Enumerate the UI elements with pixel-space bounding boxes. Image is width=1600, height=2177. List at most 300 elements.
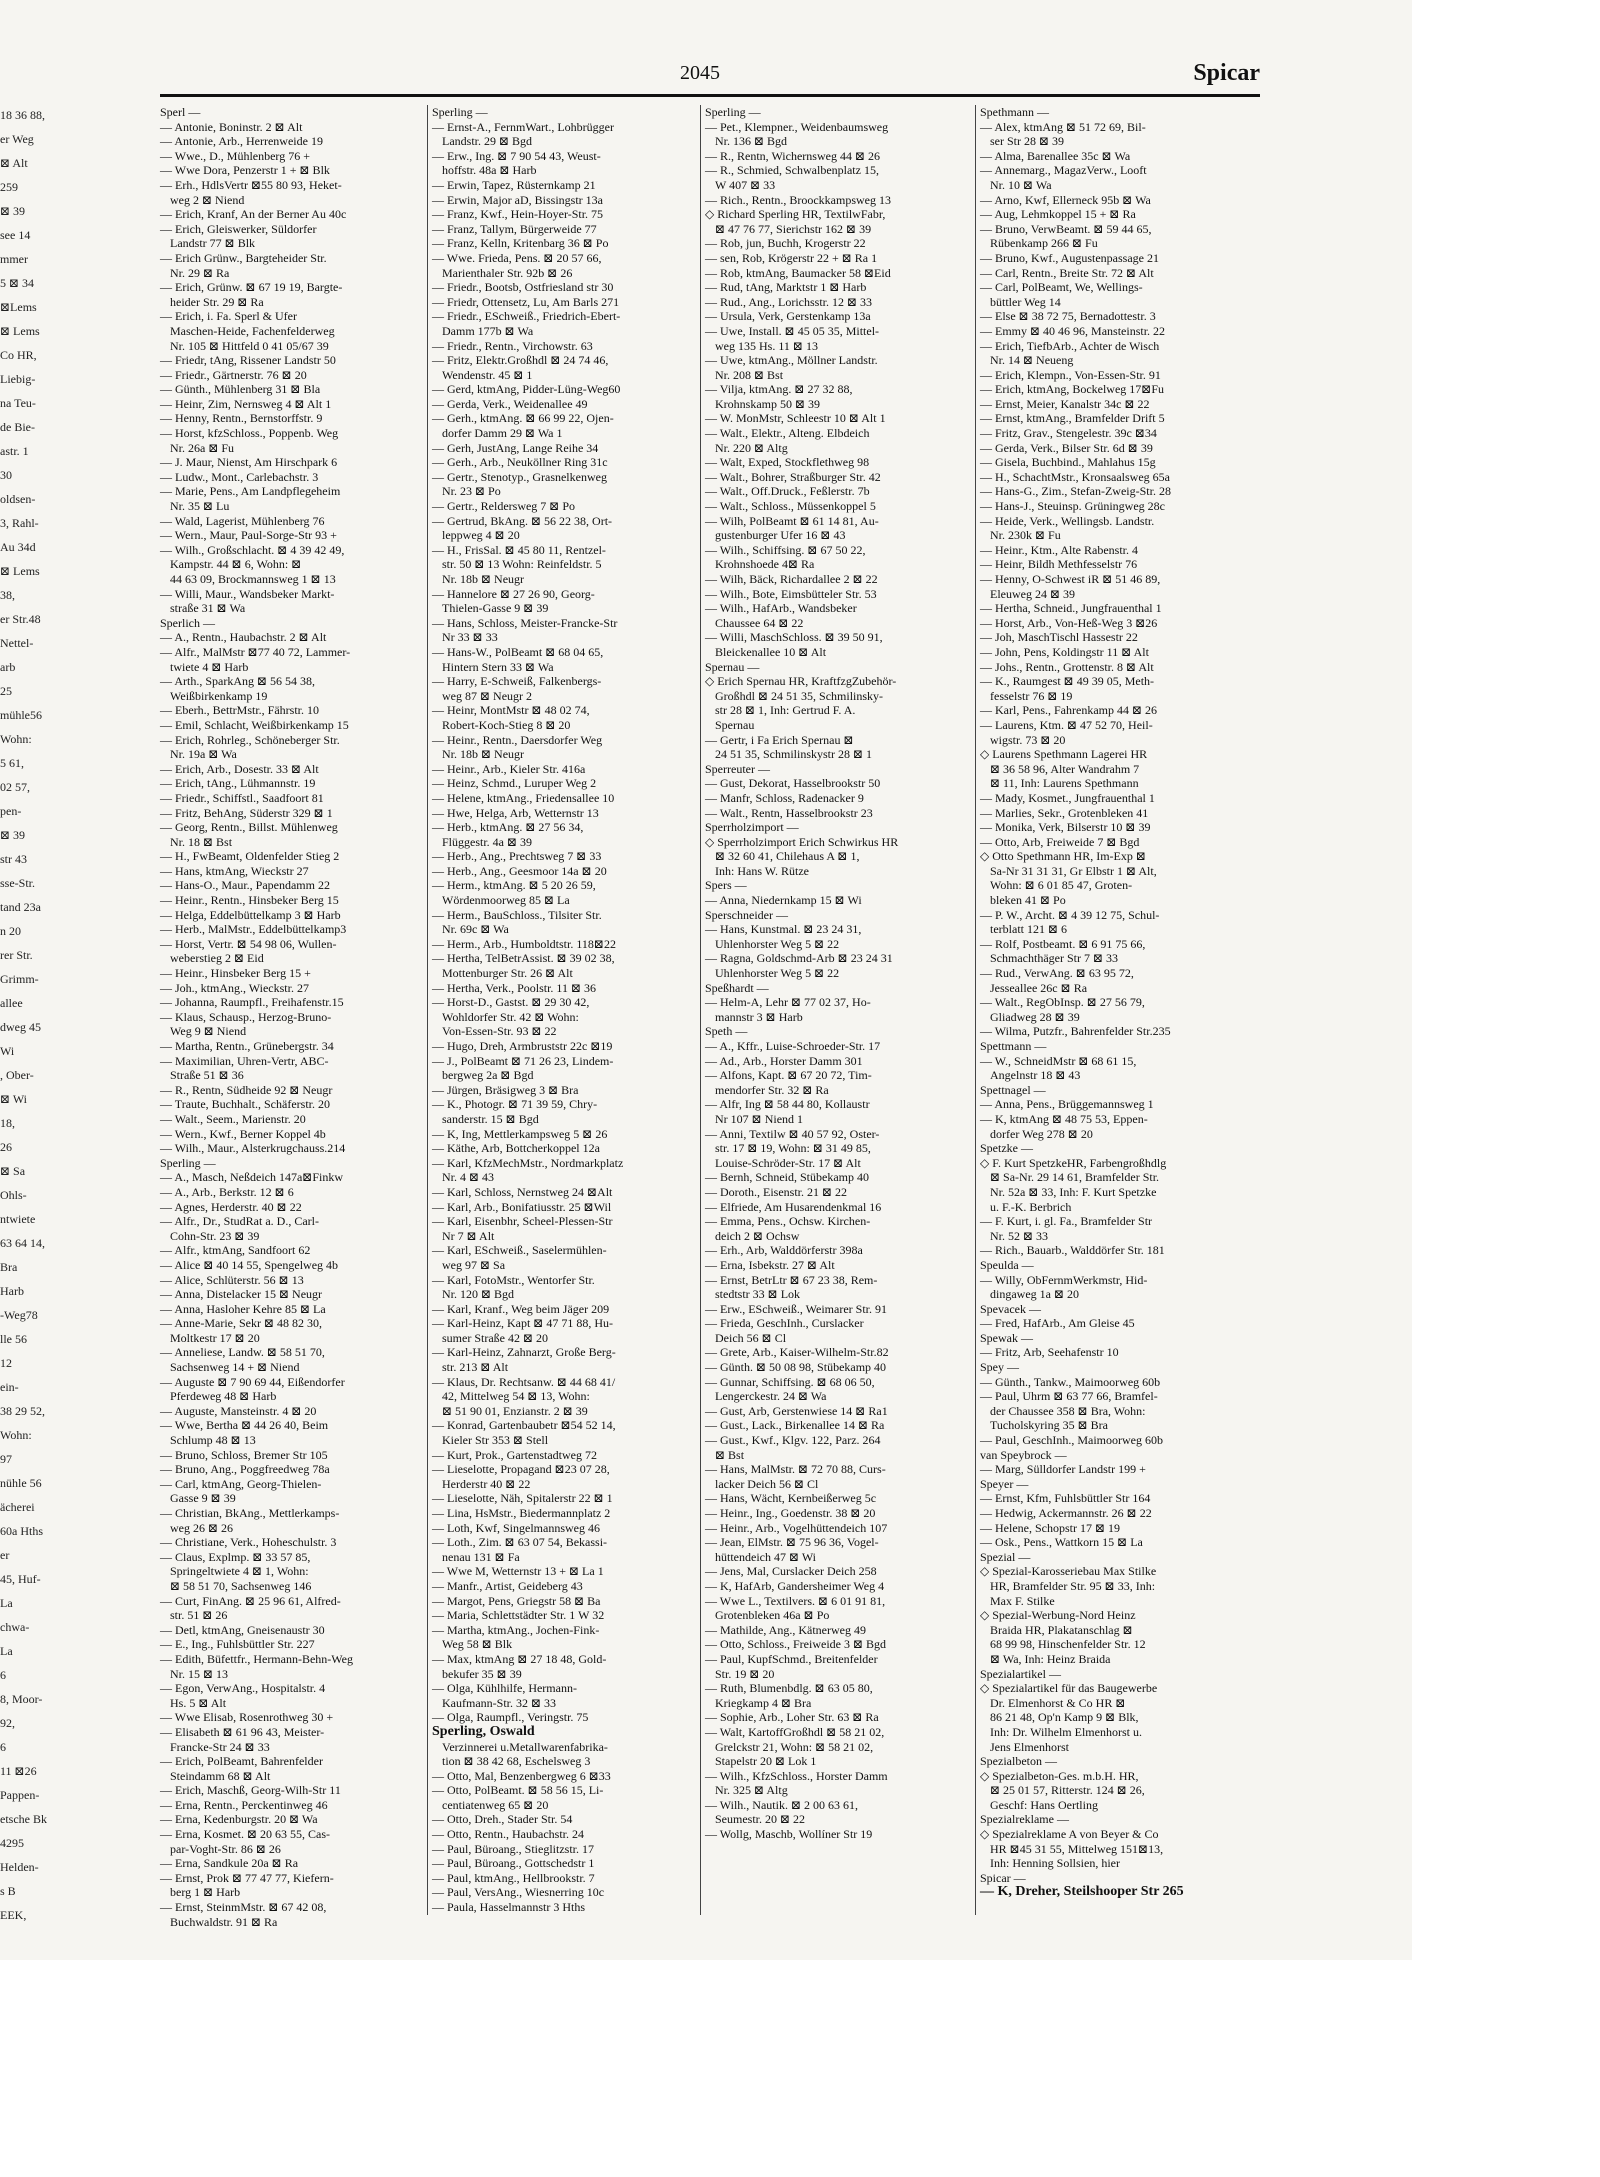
directory-entry: — P. W., Archt. ⊠ 4 39 12 75, Schul-: [980, 907, 1160, 922]
directory-entry: — Gertrud, BkAng. ⊠ 56 22 38, Ort-: [432, 513, 613, 528]
cropped-text-fragment: -Weg78: [0, 1308, 38, 1322]
cropped-text-fragment: 18 36 88,: [0, 108, 45, 122]
directory-entry: — Wollg, Maschb, Wollíner Str 19: [705, 1827, 873, 1842]
directory-entry: — Gerh, JustAng, Lange Reihe 34: [432, 440, 599, 455]
directory-entry: — Hans-O., Maur., Papendamm 22: [160, 878, 330, 893]
directory-entry: — Erich, Arb., Dosestr. 33 ⊠ Alt: [160, 761, 319, 776]
directory-entry: Mottenburger Str. 26 ⊠ Alt: [442, 966, 573, 981]
directory-entry: — Heinr., Rentn., Daersdorfer Weg: [432, 732, 603, 747]
cropped-text-fragment: 11 ⊠26: [0, 1764, 37, 1778]
directory-entry: — Loth., Zim. ⊠ 63 07 54, Bekassi-: [432, 1535, 608, 1550]
directory-entry: — Paul, KupfSchmd., Breitenfelder: [705, 1651, 878, 1666]
directory-entry: — Heide, Verk., Wellingsb. Landstr.: [980, 513, 1155, 528]
directory-entry: — Herb., ktmAng. ⊠ 27 56 34,: [432, 820, 584, 835]
directory-entry: — Mathilde, Ang., Kätnerweg 49: [705, 1622, 866, 1637]
directory-entry: straße 31 ⊠ Wa: [170, 601, 246, 616]
directory-entry: bleken 41 ⊠ Po: [990, 893, 1066, 908]
cropped-text-fragment: ⊠ Lems: [0, 564, 40, 578]
directory-entry: — Christiane, Verk., Hoheschulstr. 3: [160, 1535, 337, 1550]
directory-entry: — Wilh., Maur., Alsterkrugchauss.214: [160, 1141, 346, 1156]
directory-entry: ⊠ Bst: [715, 1447, 745, 1462]
directory-entry: — Klaus, Dr. Rechtsanw. ⊠ 44 68 41/: [432, 1374, 616, 1389]
directory-entry: — Heinr., Arb., Kieler Str. 416a: [432, 761, 586, 776]
cropped-text-fragment: La: [0, 1644, 13, 1658]
cropped-text-fragment: 5 ⊠ 34: [0, 276, 35, 290]
directory-entry: Landstr. 29 ⊠ Bgd: [442, 134, 533, 149]
directory-entry: Bleickenallee 10 ⊠ Alt: [715, 644, 827, 659]
cropped-text-fragment: etsche Bk: [0, 1812, 47, 1826]
directory-entry: — Hwe, Helga, Arb, Wetternstr 13: [432, 805, 599, 820]
directory-entry: — Pet., Klempner., Weidenbaumsweg: [705, 119, 889, 134]
directory-entry: ◇ Richard Sperling HR, TextilwFabr,: [705, 207, 886, 222]
directory-entry: — Otto, Rentn., Haubachstr. 24: [432, 1827, 584, 1842]
cropped-text-fragment: 8, Moor-: [0, 1692, 43, 1706]
directory-entry: Gasse 9 ⊠ 39: [170, 1491, 236, 1506]
directory-entry: Nr. 23 ⊠ Po: [442, 484, 501, 499]
directory-entry: — Herb., MalMstr., Eddelbüttelkamp3: [160, 922, 347, 937]
directory-entry: Geschf: Hans Oertling: [990, 1797, 1098, 1812]
directory-entry: — Gerda, Verk., Weidenallee 49: [432, 396, 588, 411]
directory-entry: — H., SchachtMstr., Kronsaalsweg 65a: [980, 469, 1170, 484]
cropped-text-fragment: 45, Huf-: [0, 1572, 41, 1586]
directory-entry: — Heinr., Arb., Vogelhüttendeich 107: [705, 1520, 888, 1535]
directory-entry: dorfer Weg 278 ⊠ 20: [990, 1126, 1093, 1141]
directory-entry: Spernau: [715, 717, 755, 732]
directory-entry: — Eberh., BettrMstr., Fährstr. 10: [160, 703, 319, 718]
directory-entry: — Hans, Schloss, Meister-Francke-Str: [432, 615, 618, 630]
directory-entry: — Arno, Kwf, Ellerneck 95b ⊠ Wa: [980, 192, 1151, 207]
directory-entry: Louise-Schröder-Str. 17 ⊠ Alt: [715, 1155, 861, 1170]
directory-entry: — Olga, Kühlhilfe, Hermann-: [432, 1681, 577, 1696]
directory-entry: ⊠ Wa, Inh: Heinz Braida: [990, 1651, 1111, 1666]
directory-entry: — Rob, ktmAng, Baumacker 58 ⊠Eid: [705, 265, 891, 280]
cropped-text-fragment: er Str.48: [0, 612, 41, 626]
directory-entry: — Ernst, SteinmMstr. ⊠ 67 42 08,: [160, 1900, 327, 1915]
surname-heading: Sperschneider —: [705, 907, 788, 922]
directory-entry: — Lina, HsMstr., Biedermannplatz 2: [432, 1506, 611, 1520]
directory-entry: — Friedr., Bootsb, Ostfriesland str 30: [432, 280, 614, 295]
directory-entry: — Erh., HdlsVertr ⊠55 80 93, Heket-: [160, 177, 342, 192]
directory-entry: Grotenbleken 46a ⊠ Po: [715, 1608, 830, 1623]
directory-entry: — Paul, Büroang., Stieglitzstr. 17: [432, 1841, 594, 1856]
directory-entry: ◇ Spezial-Werbung-Nord Heinz: [980, 1608, 1136, 1623]
directory-entry: 44 63 09, Brockmannsweg 1 ⊠ 13: [170, 572, 336, 586]
directory-entry: — Wald, Lagerist, Mühlenberg 76: [160, 513, 325, 528]
surname-heading: Speßhardt —: [705, 980, 769, 995]
directory-entry: — K., Raumgest ⊠ 49 39 05, Meth-: [980, 674, 1155, 689]
directory-entry: — Gerh., ktmAng. ⊠ 66 99 22, Ojen-: [432, 411, 614, 426]
cropped-text-fragment: lle 56: [0, 1332, 27, 1346]
directory-entry: str. 51 ⊠ 26: [170, 1608, 228, 1623]
directory-entry: — A., Rentn., Haubachstr. 2 ⊠ Alt: [160, 630, 327, 645]
directory-entry: deich 2 ⊠ Ochsw: [715, 1228, 800, 1243]
directory-entry: — Heinr., Hinsbeker Berg 15 +: [160, 966, 311, 981]
surname-heading: van Speybrock —: [980, 1447, 1067, 1462]
directory-entry: — Else ⊠ 38 72 75, Bernadottestr. 3: [980, 309, 1156, 324]
directory-entry: — Anna, Distelacker 15 ⊠ Neugr: [160, 1287, 323, 1302]
directory-entry: — Horst-D., Gastst. ⊠ 29 30 42,: [432, 995, 590, 1010]
directory-entry: — Karl, Schloss, Nernstweg 24 ⊠Alt: [432, 1184, 613, 1199]
directory-entry: Nr. 52a ⊠ 33, Inh: F. Kurt Spetzke: [990, 1184, 1157, 1199]
directory-entry: — Anna, Niedernkamp 15 ⊠ Wi: [705, 893, 862, 908]
cropped-text-fragment: astr. 1: [0, 444, 29, 458]
directory-entry: — Heinr, Bildh Methfesselstr 76: [980, 557, 1138, 572]
directory-entry: Nr 7 ⊠ Alt: [442, 1228, 495, 1243]
directory-entry: — Maria, Schlettstädter Str. 1 W 32: [432, 1608, 605, 1623]
cropped-text-fragment: n 20: [0, 924, 21, 938]
cropped-text-fragment: str 43: [0, 852, 27, 866]
directory-entry: Von-Essen-Str. 93 ⊠ 22: [442, 1024, 557, 1039]
directory-entry: ⊠ 25 01 57, Ritterstr. 124 ⊠ 26,: [990, 1783, 1145, 1798]
directory-entry: ⊠ 11, Inh: Laurens Spethmann: [990, 776, 1139, 791]
cropped-text-fragment: chwa-: [0, 1620, 30, 1634]
directory-entry: ◇ Spezialreklame A von Beyer & Co: [980, 1827, 1159, 1842]
directory-entry: — J. Maur, Nienst, Am Hirschpark 6: [160, 455, 338, 470]
directory-entry: — Wilh., Bote, Eimsbütteler Str. 53: [705, 586, 877, 601]
surname-heading: Spey —: [980, 1360, 1019, 1375]
directory-entry: — Walt., Rentn, Hasselbrookstr 23: [705, 805, 873, 820]
cropped-text-fragment: see 14: [0, 228, 31, 242]
directory-entry: — Otto, Dreh., Stader Str. 54: [432, 1812, 573, 1827]
directory-entry: — Georg, Rentn., Billst. Mühlenweg: [160, 820, 338, 835]
cropped-text-fragment: er Weg: [0, 132, 34, 146]
directory-entry: Nr. 69c ⊠ Wa: [442, 922, 509, 937]
directory-entry: — Curt, FinAng. ⊠ 25 96 61, Alfred-: [160, 1593, 341, 1608]
cropped-text-fragment: 4295: [0, 1836, 24, 1850]
directory-entry: — Erich, Rohrleg., Schöneberger Str.: [160, 732, 340, 747]
directory-entry: tion ⊠ 38 42 68, Eschelsweg 3: [442, 1754, 591, 1769]
directory-entry: — Aug, Lehmkoppel 15 + ⊠ Ra: [980, 207, 1136, 222]
directory-entry: Nr 107 ⊠ Niend 1: [715, 1111, 804, 1126]
directory-entry: — Annemarg., MagazVerw., Looft: [980, 163, 1147, 178]
column-divider: [427, 105, 428, 1915]
surname-heading: Spezialartikel —: [980, 1666, 1061, 1681]
directory-entry: ◇ F. Kurt SpetzkeHR, Farbengroßhdlg: [980, 1155, 1167, 1170]
column-4: [980, 105, 1242, 1915]
directory-entry: — Erich Grünw., Bargteheider Str.: [160, 250, 327, 265]
cropped-text-fragment: 12: [0, 1356, 12, 1370]
directory-entry: — Carl, ktmAng, Georg-Thielen-: [160, 1476, 322, 1491]
directory-entry: bergweg 2a ⊠ Bgd: [442, 1068, 534, 1083]
cropped-text-fragment: 60a Hths: [0, 1524, 43, 1538]
directory-entry: — Rolf, Postbeamt. ⊠ 6 91 75 66,: [980, 936, 1146, 951]
directory-entry: — Herm., ktmAng. ⊠ 5 20 26 59,: [432, 878, 596, 893]
directory-entry: — Erna, Sandkule 20a ⊠ Ra: [160, 1856, 299, 1871]
directory-entry: — Jens, Mal, Curslacker Deich 258: [705, 1564, 877, 1579]
directory-entry: Lengerckestr. 24 ⊠ Wa: [715, 1389, 827, 1404]
cropped-text-fragment: Nettel-: [0, 636, 34, 650]
directory-entry: — Vilja, ktmAng. ⊠ 27 32 88,: [705, 382, 853, 397]
directory-entry: — K, Ing, Mettlerkampsweg 5 ⊠ 26: [432, 1126, 608, 1141]
directory-entry: — Elisabeth ⊠ 61 96 43, Meister-: [160, 1724, 325, 1739]
directory-entry: Cohn-Str. 23 ⊠ 39: [170, 1228, 260, 1243]
surname-heading: Spezialbeton —: [980, 1754, 1057, 1769]
directory-entry: Steindamm 68 ⊠ Alt: [170, 1768, 271, 1783]
directory-entry: — Karl, Kranf., Weg beim Jäger 209: [432, 1301, 610, 1316]
cropped-text-fragment: 259: [0, 180, 18, 194]
directory-entry: — Fred, HafArb., Am Gleise 45: [980, 1316, 1135, 1331]
directory-entry: — Ernst, Meier, Kanalstr 34c ⊠ 22: [980, 396, 1150, 411]
directory-entry: — Ursula, Verk, Gerstenkamp 13a: [705, 309, 871, 324]
directory-entry: Max F. Stilke: [990, 1593, 1055, 1608]
directory-entry: — Willy, ObFernmWerkmstr, Hid-: [980, 1272, 1148, 1287]
directory-entry: — Friedr, Ottensetz, Lu, Am Barls 271: [432, 294, 620, 309]
directory-entry: — F. Kurt, i. gl. Fa., Bramfelder Str: [980, 1214, 1153, 1229]
directory-entry: — Harry, E-Schweiß, Falkenbergs-: [432, 674, 602, 689]
directory-entry: — Paul, Uhrm ⊠ 63 77 66, Bramfel-: [980, 1389, 1158, 1404]
directory-entry: Kriegkamp 4 ⊠ Bra: [715, 1695, 812, 1710]
directory-entry: Straße 51 ⊠ 36: [170, 1068, 244, 1083]
directory-entry: Uhlenhorster Weg 5 ⊠ 22: [715, 936, 840, 951]
directory-entry: — Erich, Kranf, An der Berner Au 40c: [160, 207, 347, 222]
directory-entry: Rübenkamp 266 ⊠ Fu: [990, 236, 1098, 251]
directory-entry: weg 26 ⊠ 26: [170, 1520, 234, 1535]
surname-heading: Spewak —: [980, 1330, 1033, 1345]
directory-entry: — Rud., Ang., Lorichsstr. 12 ⊠ 33: [705, 294, 873, 309]
directory-entry: — Wilh., KfzSchloss., Horster Damm: [705, 1768, 888, 1783]
directory-entry: — Karl, Pens., Fahrenkamp 44 ⊠ 26: [980, 703, 1158, 718]
running-head: Spicar: [1193, 60, 1260, 86]
directory-entry: Nr. 220 ⊠ Altg: [715, 440, 788, 455]
cropped-text-fragment: dweg 45: [0, 1020, 41, 1034]
directory-entry: — Sophie, Arb., Loher Str. 63 ⊠ Ra: [705, 1710, 879, 1725]
directory-entry: sanderstr. 15 ⊠ Bgd: [442, 1111, 539, 1126]
directory-entry: — Wern., Kwf., Berner Koppel 4b: [160, 1126, 326, 1141]
directory-entry: — Olga, Raumpfl., Veringstr. 75: [432, 1710, 589, 1725]
surname-heading: Sperling —: [160, 1155, 216, 1170]
directory-entry: 68 99 98, Hinschenfelder Str. 12: [990, 1637, 1146, 1652]
directory-entry: — Friedr., ESchweiß., Friedrich-Ebert-: [432, 309, 621, 324]
directory-entry: — Loth, Kwf, Singelmannsweg 46: [432, 1520, 600, 1535]
directory-entry: Uhlenhorster Weg 5 ⊠ 22: [715, 966, 840, 981]
directory-entry: — Erna, Kosmet. ⊠ 20 63 55, Cas-: [160, 1827, 331, 1842]
directory-entry: — Ragna, Goldschmd-Arb ⊠ 23 24 31: [705, 951, 893, 966]
directory-entry: — Erw., Ing. ⊠ 7 90 54 43, Weust-: [432, 148, 601, 163]
directory-entry: 24 51 35, Schmilinskystr 28 ⊠ 1: [715, 747, 873, 762]
directory-entry: — W., SchneidMstr ⊠ 68 61 15,: [980, 1053, 1137, 1068]
directory-entry: Nr. 35 ⊠ Lu: [170, 499, 230, 514]
directory-entry: heider Str. 29 ⊠ Ra: [170, 294, 264, 309]
directory-entry: — Ernst, Kfm, Fuhlsbüttler Str 164: [980, 1491, 1151, 1506]
directory-entry: — Anne-Marie, Sekr ⊠ 48 82 30,: [160, 1316, 323, 1331]
directory-entry: — K, ktmAng ⊠ 48 75 53, Eppen-: [980, 1111, 1148, 1126]
directory-entry: Flüggestr. 4a ⊠ 39: [442, 834, 533, 849]
directory-entry: — Henny, O-Schwest iR ⊠ 51 46 89,: [980, 572, 1161, 586]
cropped-text-fragment: 92,: [0, 1716, 15, 1730]
surname-heading: Spernau —: [705, 659, 760, 674]
directory-entry: — Helm-A, Lehr ⊠ 77 02 37, Ho-: [705, 995, 871, 1010]
directory-entry: — Alex, ktmAng ⊠ 51 72 69, Bil-: [980, 119, 1146, 134]
cropped-text-fragment: ⊠ 39: [0, 828, 26, 842]
cropped-text-fragment: s B: [0, 1884, 16, 1898]
directory-entry: — Karl-Heinz, Kapt ⊠ 47 71 88, Hu-: [432, 1316, 614, 1331]
directory-entry: — Otto, PolBeamt. ⊠ 58 56 15, Li-: [432, 1783, 604, 1798]
surname-heading: Sperlich —: [160, 615, 215, 630]
cropped-text-fragment: ein-: [0, 1380, 19, 1394]
directory-entry: — Gertr., Reldersweg 7 ⊠ Po: [432, 499, 576, 514]
directory-entry: — Gertr., Stenotyp., Grasnelkenweg: [432, 469, 607, 484]
directory-entry: — Hertha, Schneid., Jungfrauenthal 1: [980, 601, 1162, 616]
directory-entry: Sachsenweg 14 + ⊠ Niend: [170, 1360, 300, 1375]
directory-entry: — Käthe, Arb, Bottcherkoppel 12a: [432, 1141, 600, 1156]
directory-entry: — Erna, Kedenburgstr. 20 ⊠ Wa: [160, 1812, 318, 1827]
cropped-text-fragment: Pappen-: [0, 1788, 40, 1802]
directory-entry: — Fritz, Elektr.Großhdl ⊠ 24 74 46,: [432, 353, 609, 368]
directory-entry: Kieler Str 353 ⊠ Stell: [442, 1433, 549, 1448]
directory-entry: — Jürgen, Bräsigweg 3 ⊠ Bra: [432, 1082, 579, 1097]
directory-entry: — Erich, Gleiswerker, Süldorfer: [160, 221, 317, 236]
directory-entry: Damm 177b ⊠ Wa: [442, 323, 534, 338]
directory-entry: leppweg 4 ⊠ 20: [442, 528, 520, 543]
directory-entry: — Carl, PolBeamt, We, Wellings-: [980, 280, 1143, 295]
directory-entry: — Wilh., HafArb., Wandsbeker: [705, 601, 857, 616]
surname-heading: Speth —: [705, 1024, 748, 1039]
directory-entry: — Hugo, Dreh, Armbruststr 22c ⊠19: [432, 1039, 613, 1053]
directory-entry: — Erwin, Tapez, Rüsternkamp 21: [432, 177, 596, 192]
directory-entry: — Erh., Arb, Walddörferstr 398a: [705, 1243, 863, 1258]
directory-entry: Kampstr. 44 ⊠ 6, Wohn: ⊠: [170, 557, 302, 572]
directory-entry: sumer Straße 42 ⊠ 20: [442, 1330, 549, 1345]
directory-entry: centiatenweg 65 ⊠ 20: [442, 1797, 549, 1812]
directory-entry: hoffstr. 48a ⊠ Harb: [442, 163, 537, 178]
directory-entry: terblatt 121 ⊠ 6: [990, 922, 1068, 937]
directory-entry: Inh: Henning Sollsien, hier: [990, 1856, 1120, 1871]
directory-entry: — Karl, Eisenbhr, Scheel-Plessen-Str: [432, 1214, 613, 1229]
directory-entry: — Heinr, MontMstr ⊠ 48 02 74,: [432, 703, 590, 718]
directory-entry: — Claus, Explmp. ⊠ 33 57 85,: [160, 1549, 311, 1564]
surname-heading: Speyer —: [980, 1476, 1029, 1491]
directory-entry: mannstr 3 ⊠ Harb: [715, 1009, 803, 1024]
directory-entry: Sa-Nr 31 31 31, Gr Elbstr 1 ⊠ Alt,: [990, 863, 1157, 878]
directory-entry: ◇ Laurens Spethmann Lagerei HR: [980, 747, 1148, 762]
directory-entry: — Rud, tAng, Marktstr 1 ⊠ Harb: [705, 280, 867, 295]
directory-entry: — Wwe Elisab, Rosenrothweg 30 +: [160, 1710, 334, 1725]
directory-entry: — Grete, Arb., Kaiser-Wilhelm-Str.82: [705, 1345, 889, 1360]
directory-entry: Nr. 18b ⊠ Neugr: [442, 747, 525, 762]
cropped-text-fragment: Co HR,: [0, 348, 37, 362]
directory-entry: — Walt., Bohrer, Straßburger Str. 42: [705, 469, 881, 484]
directory-entry: — Erich, Klempn., Von-Essen-Str. 91: [980, 367, 1161, 382]
cropped-text-fragment: La: [0, 1596, 13, 1610]
directory-entry: — Willi, Maur., Wandsbeker Markt-: [160, 586, 335, 601]
directory-entry: Nr. 208 ⊠ Bst: [715, 367, 784, 382]
directory-entry: Schmachthäger Str 7 ⊠ 33: [990, 951, 1119, 966]
directory-entry: — Heinr., Ing., Goedenstr. 38 ⊠ 20: [705, 1506, 876, 1520]
directory-entry: — Paul, VersAng., Wiesnerring 10c: [432, 1885, 605, 1900]
directory-entry: — Wwe., D., Mühlenberg 76 +: [160, 148, 310, 163]
directory-entry: Nr. 52 ⊠ 33: [990, 1228, 1049, 1243]
directory-entry: ◇ Spezialbeton-Ges. m.b.H. HR,: [980, 1768, 1139, 1783]
directory-entry: Weg 9 ⊠ Niend: [170, 1024, 247, 1039]
directory-entry: — Joh., ktmAng., Wieckstr. 27: [160, 980, 309, 995]
directory-entry: — Heinr., Ktm., Alte Rabenstr. 4: [980, 542, 1138, 557]
directory-entry: — Alfr., MalMstr ⊠77 40 72, Lammer-: [160, 644, 351, 659]
directory-entry: ⊠ 36 58 96, Alter Wandrahm 7: [990, 761, 1140, 776]
cropped-text-fragment: oldsen-: [0, 492, 36, 506]
cropped-text-fragment: 6: [0, 1668, 6, 1682]
directory-entry: Gliadweg 28 ⊠ 39: [990, 1009, 1080, 1024]
directory-entry: — Wilh, Bäck, Richardallee 2 ⊠ 22: [705, 572, 878, 586]
directory-entry: — Uwe, ktmAng., Möllner Landstr.: [705, 353, 878, 368]
directory-entry: — Otto, Arb, Freiweide 7 ⊠ Bgd: [980, 834, 1140, 849]
page-margin: [0, 1960, 1412, 2177]
directory-entry: ◇ Otto Spethmann HR, Im-Exp ⊠: [980, 849, 1146, 864]
directory-entry: — K, HafArb, Gandersheimer Weg 4: [705, 1578, 885, 1593]
surname-heading: Sperl —: [160, 105, 201, 119]
directory-entry: — R., Schmied, Schwalbenplatz 15,: [705, 163, 879, 178]
directory-entry: — Ruth, Blumenbdlg. ⊠ 63 05 80,: [705, 1681, 873, 1696]
cropped-text-fragment: ntwiete: [0, 1212, 36, 1226]
directory-entry: ser Str 28 ⊠ 39: [990, 134, 1065, 149]
cropped-text-fragment: pen-: [0, 804, 22, 818]
directory-entry: — Hertha, TelBetrAssist. ⊠ 39 02 38,: [432, 951, 615, 966]
directory-entry: — W. MonMstr, Schleestr 10 ⊠ Alt 1: [705, 411, 886, 426]
cropped-text-fragment: Wi: [0, 1044, 15, 1058]
directory-entry: Wendenstr. 45 ⊠ 1: [442, 367, 533, 382]
cropped-text-fragment: sse-Str.: [0, 876, 36, 890]
directory-entry: — Friedr, tAng, Rissener Landstr 50: [160, 353, 336, 368]
directory-entry: — Friedr., Gärtnerstr. 76 ⊠ 20: [160, 367, 307, 382]
directory-entry: — Antonie, Arb., Herrenweide 19: [160, 134, 323, 149]
cropped-text-fragment: na Teu-: [0, 396, 36, 410]
directory-entry: — A., Masch, Neßdeich 147a⊠Finkw: [160, 1170, 344, 1185]
directory-entry: — Franz, Kwf., Hein-Hoyer-Str. 75: [432, 207, 604, 222]
directory-entry: — Auguste ⊠ 7 90 69 44, Eißendorfer: [160, 1374, 345, 1389]
directory-entry: — Günth., Mühlenberg 31 ⊠ Bla: [160, 382, 321, 397]
directory-entry: — Willi, MaschSchloss. ⊠ 39 50 91,: [705, 630, 883, 645]
directory-entry: — Franz, Kelln, Kritenbarg 36 ⊠ Po: [432, 236, 609, 251]
directory-entry: Wohldorfer Str. 42 ⊠ Wohn:: [442, 1009, 579, 1024]
directory-entry: — Jean, ElMstr. ⊠ 75 96 36, Vogel-: [705, 1535, 879, 1550]
directory-entry: Nr. 15 ⊠ 13: [170, 1666, 229, 1681]
directory-entry: — Paul, ktmAng., Hellbrookstr. 7: [432, 1870, 595, 1885]
directory-entry: — Hans, ktmAng, Wieckstr 27: [160, 863, 309, 878]
directory-entry: — Erwin, Major aD, Bissingstr 13a: [432, 192, 603, 207]
directory-entry: — Hans, Kunstmal. ⊠ 23 24 31,: [705, 922, 862, 937]
directory-entry: Stapelstr 20 ⊠ Lok 1: [715, 1754, 817, 1769]
directory-entry: — Walt, Exped, Stockflethweg 98: [705, 455, 870, 470]
directory-entry: — Frieda, GeschInh., Curslacker: [705, 1316, 864, 1331]
directory-entry: — Alfr, Ing ⊠ 58 44 80, Kollaustr: [705, 1097, 870, 1112]
directory-entry: Eleuweg 24 ⊠ 39: [990, 586, 1076, 601]
directory-entry: Tucholskyring 35 ⊠ Bra: [990, 1418, 1108, 1433]
directory-entry: weg 135 Hs. 11 ⊠ 13: [715, 338, 818, 353]
directory-entry: ⊠ 58 51 70, Sachsenweg 146: [170, 1578, 312, 1593]
directory-entry: Thielen-Gasse 9 ⊠ 39: [442, 601, 549, 616]
directory-entry: ⊠ 47 76 77, Sierichstr 162 ⊠ 39: [715, 221, 872, 236]
directory-entry: — Lieselotte, Näh, Spitalerstr 22 ⊠ 1: [432, 1491, 613, 1506]
directory-entry: — Gust., Kwf., Klgv. 122, Parz. 264: [705, 1433, 881, 1448]
directory-entry: — Karl, KfzMechMstr., Nordmarkplatz: [432, 1155, 624, 1170]
directory-entry: — Walt., Elektr., Alteng. Elbdeich: [705, 426, 870, 441]
directory-entry: — Henny, Rentn., Bernstorffstr. 9: [160, 411, 323, 426]
directory-entry: — Hans-W., PolBeamt ⊠ 68 04 65,: [432, 644, 604, 659]
directory-entry: — Alfr., ktmAng, Sandfoort 62: [160, 1243, 311, 1258]
directory-entry: Nr. 26a ⊠ Fu: [170, 440, 235, 455]
directory-entry: stedtstr 33 ⊠ Lok: [715, 1287, 801, 1302]
directory-entry: — Helene, ktmAng., Friedensallee 10: [432, 790, 615, 805]
cropped-text-fragment: 18,: [0, 1116, 15, 1130]
directory-entry: dorfer Damm 29 ⊠ Wa 1: [442, 426, 563, 441]
directory-entry: weg 2 ⊠ Niend: [170, 192, 245, 207]
directory-entry: — Hans-G., Zim., Stefan-Zweig-Str. 28: [980, 484, 1171, 499]
surname-heading: Sperling —: [705, 105, 761, 119]
cropped-text-fragment: EEK,: [0, 1908, 27, 1922]
cropped-text-fragment: 25: [0, 684, 12, 698]
directory-entry: bekufer 35 ⊠ 39: [442, 1666, 522, 1681]
directory-entry: — J., PolBeamt ⊠ 71 26 23, Lindem-: [432, 1053, 614, 1068]
directory-entry: berg 1 ⊠ Harb: [170, 1885, 241, 1900]
